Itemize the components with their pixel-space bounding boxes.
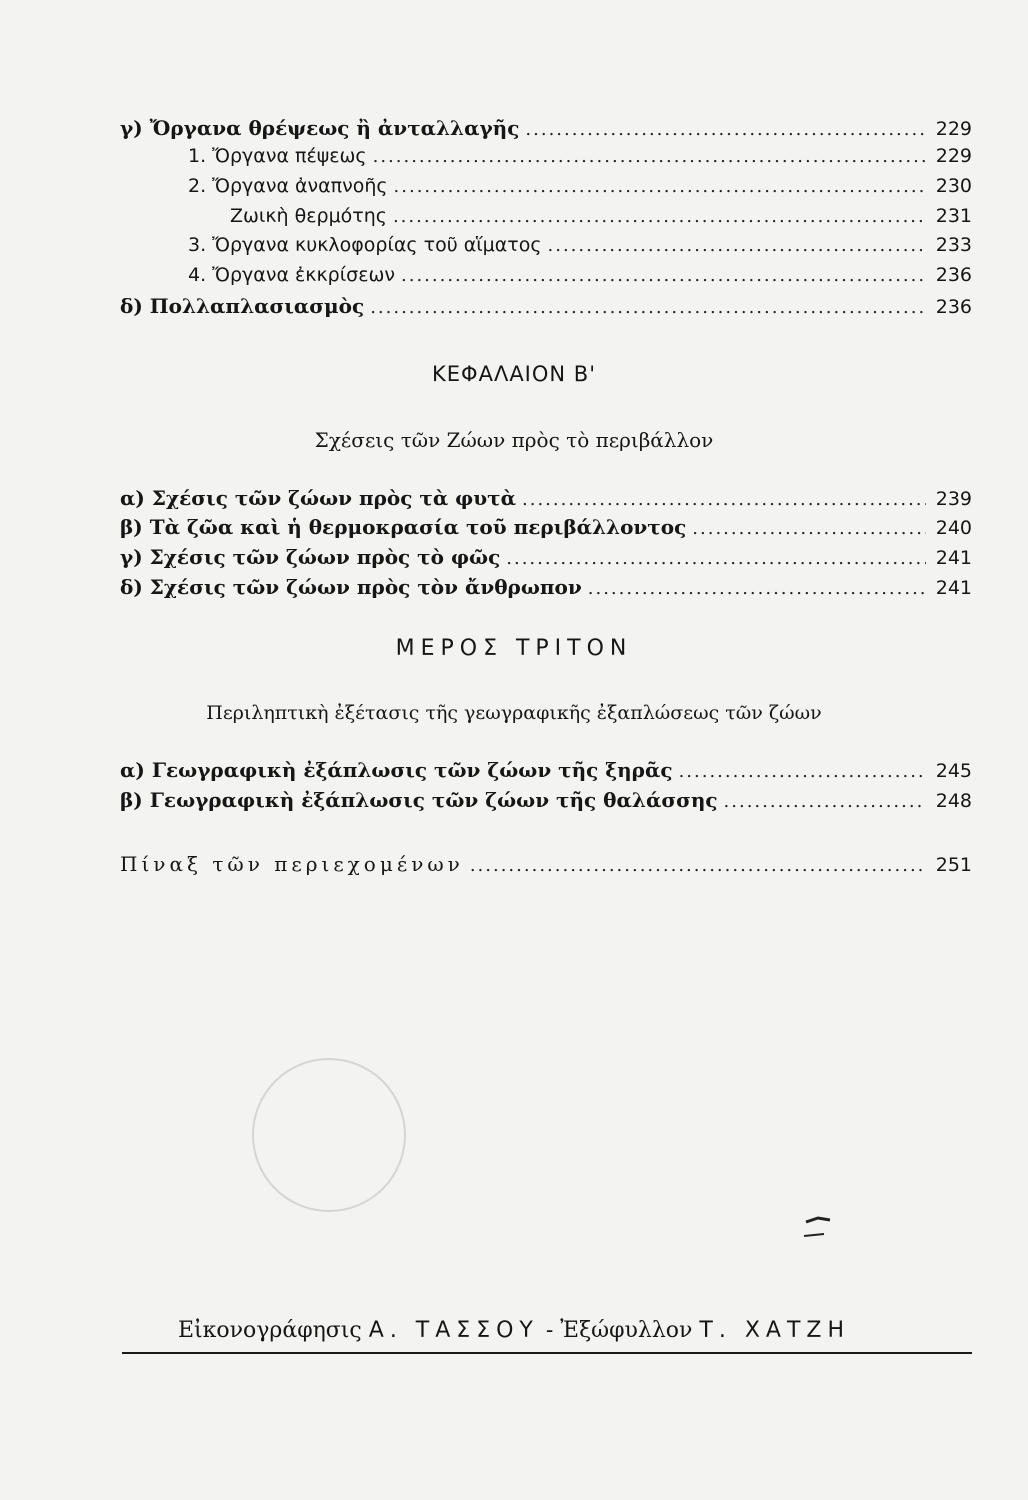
dot-leader (373, 146, 926, 166)
toc-entry-label: γ) Σχέσις τῶν ζώων πρὸς τὸ φῶς (120, 545, 501, 569)
toc-entry-page: 239 (935, 488, 972, 510)
toc-entry-label: 1. Ὄργανα πέψεως (188, 145, 367, 167)
dot-leader (525, 119, 926, 139)
toc-entry-label: α) Σχέσις τῶν ζώων πρὸς τὰ φυτὰ (120, 486, 516, 510)
toc-entry-page: 236 (935, 264, 972, 286)
dot-leader (548, 235, 926, 255)
dot-leader (401, 265, 926, 285)
toc-entry (120, 758, 972, 788)
toc-entry-label: α) Γεωγραφικὴ ἐξάπλωσις τῶν ζώων τῆς ξηρᾶς (120, 758, 673, 782)
dot-leader (394, 176, 926, 196)
toc-entry (120, 486, 972, 516)
toc-entry-label: 3. Ὄργανα κυκλοφορίας τοῦ αἵματος (188, 234, 542, 256)
toc-entry-page: 241 (935, 547, 972, 569)
dot-leader (724, 791, 926, 811)
toc-entry-page: 251 (935, 854, 972, 876)
toc-entry (188, 145, 972, 175)
part-title: ΜΕΡΟΣ ΤΡΙΤΟΝ (395, 636, 633, 661)
toc-entry-page: 233 (935, 234, 972, 256)
credits-separator: - (545, 1318, 554, 1343)
toc-entry-page: 231 (935, 205, 972, 227)
toc-entry (120, 545, 972, 575)
toc-entry (120, 116, 972, 146)
dot-leader (588, 578, 926, 598)
toc-entry (120, 515, 972, 545)
toc-entry-label: Ζωικὴ θερμότης (230, 205, 387, 227)
toc-entry-page: 245 (935, 760, 972, 782)
toc-entry-label: β) Γεωγραφικὴ ἐξάπλωσις τῶν ζώων τῆς θαλάσσης (120, 788, 718, 812)
cover-artist-name: Τ. ΧΑΤΖΗ (699, 1318, 851, 1343)
toc-entry (230, 205, 972, 235)
dot-leader (522, 489, 926, 509)
dot-leader (370, 297, 926, 317)
cover-label: Ἐξώφυλλον (560, 1318, 693, 1343)
part-subtitle: Περιληπτικὴ ἐξέτασις τῆς γεωγραφικῆς ἐξαπλώσεως τῶν ζώων (206, 702, 822, 724)
bottom-rule (122, 1352, 972, 1354)
toc-entry-page: 240 (935, 517, 972, 539)
dot-leader (692, 518, 926, 538)
toc-entry-label: γ) Ὄργανα θρέψεως ἢ ἀνταλλαγῆς (120, 116, 520, 140)
dot-leader (393, 206, 926, 226)
dot-leader (470, 855, 926, 875)
toc-entry-page: 236 (935, 296, 972, 318)
chapter-subtitle: Σχέσεις τῶν Ζώων πρὸς τὸ περιβάλλον (314, 428, 714, 452)
toc-entry-page: 230 (935, 175, 972, 197)
toc-entry-page: 229 (935, 118, 972, 140)
toc-entry-label: δ) Σχέσις τῶν ζώων πρὸς τὸν ἄνθρωπον (120, 575, 582, 599)
toc-entry-label: β) Τὰ ζῶα καὶ ἡ θερμοκρασία τοῦ περιβάλλοντος (120, 515, 687, 539)
toc-entry-page: 229 (935, 145, 972, 167)
toc-entry-index (120, 852, 972, 882)
toc-entry (120, 294, 972, 324)
illustrator-name: Α. ΤΑΣΣΟΥ (368, 1318, 539, 1343)
toc-entry (120, 788, 972, 818)
toc-entry-page: 248 (935, 790, 972, 812)
toc-entry-label: δ) Πολλαπλασιασμὸς (120, 294, 365, 318)
chapter-title: ΚΕΦΑΛΑΙΟΝ Β' (432, 362, 596, 386)
dot-leader (506, 548, 926, 568)
toc-entry-label: 4. Ὄργανα ἐκκρίσεων (188, 264, 395, 286)
credits-line (0, 1318, 1028, 1343)
toc-entry (120, 575, 972, 605)
library-stamp (252, 1058, 406, 1212)
printer-mark-icon (800, 1200, 840, 1240)
toc-entry (188, 264, 972, 294)
illustration-label: Εἰκονογράφησις (177, 1318, 362, 1343)
dot-leader (679, 761, 926, 781)
toc-entry-page: 241 (935, 577, 972, 599)
toc-entry (188, 175, 972, 205)
toc-entry (188, 234, 972, 264)
toc-entry-label: 2. Ὄργανα ἀναπνοῆς (188, 175, 388, 197)
toc-entry-label: Πίναξ τῶν περιεχομένων (120, 852, 464, 876)
